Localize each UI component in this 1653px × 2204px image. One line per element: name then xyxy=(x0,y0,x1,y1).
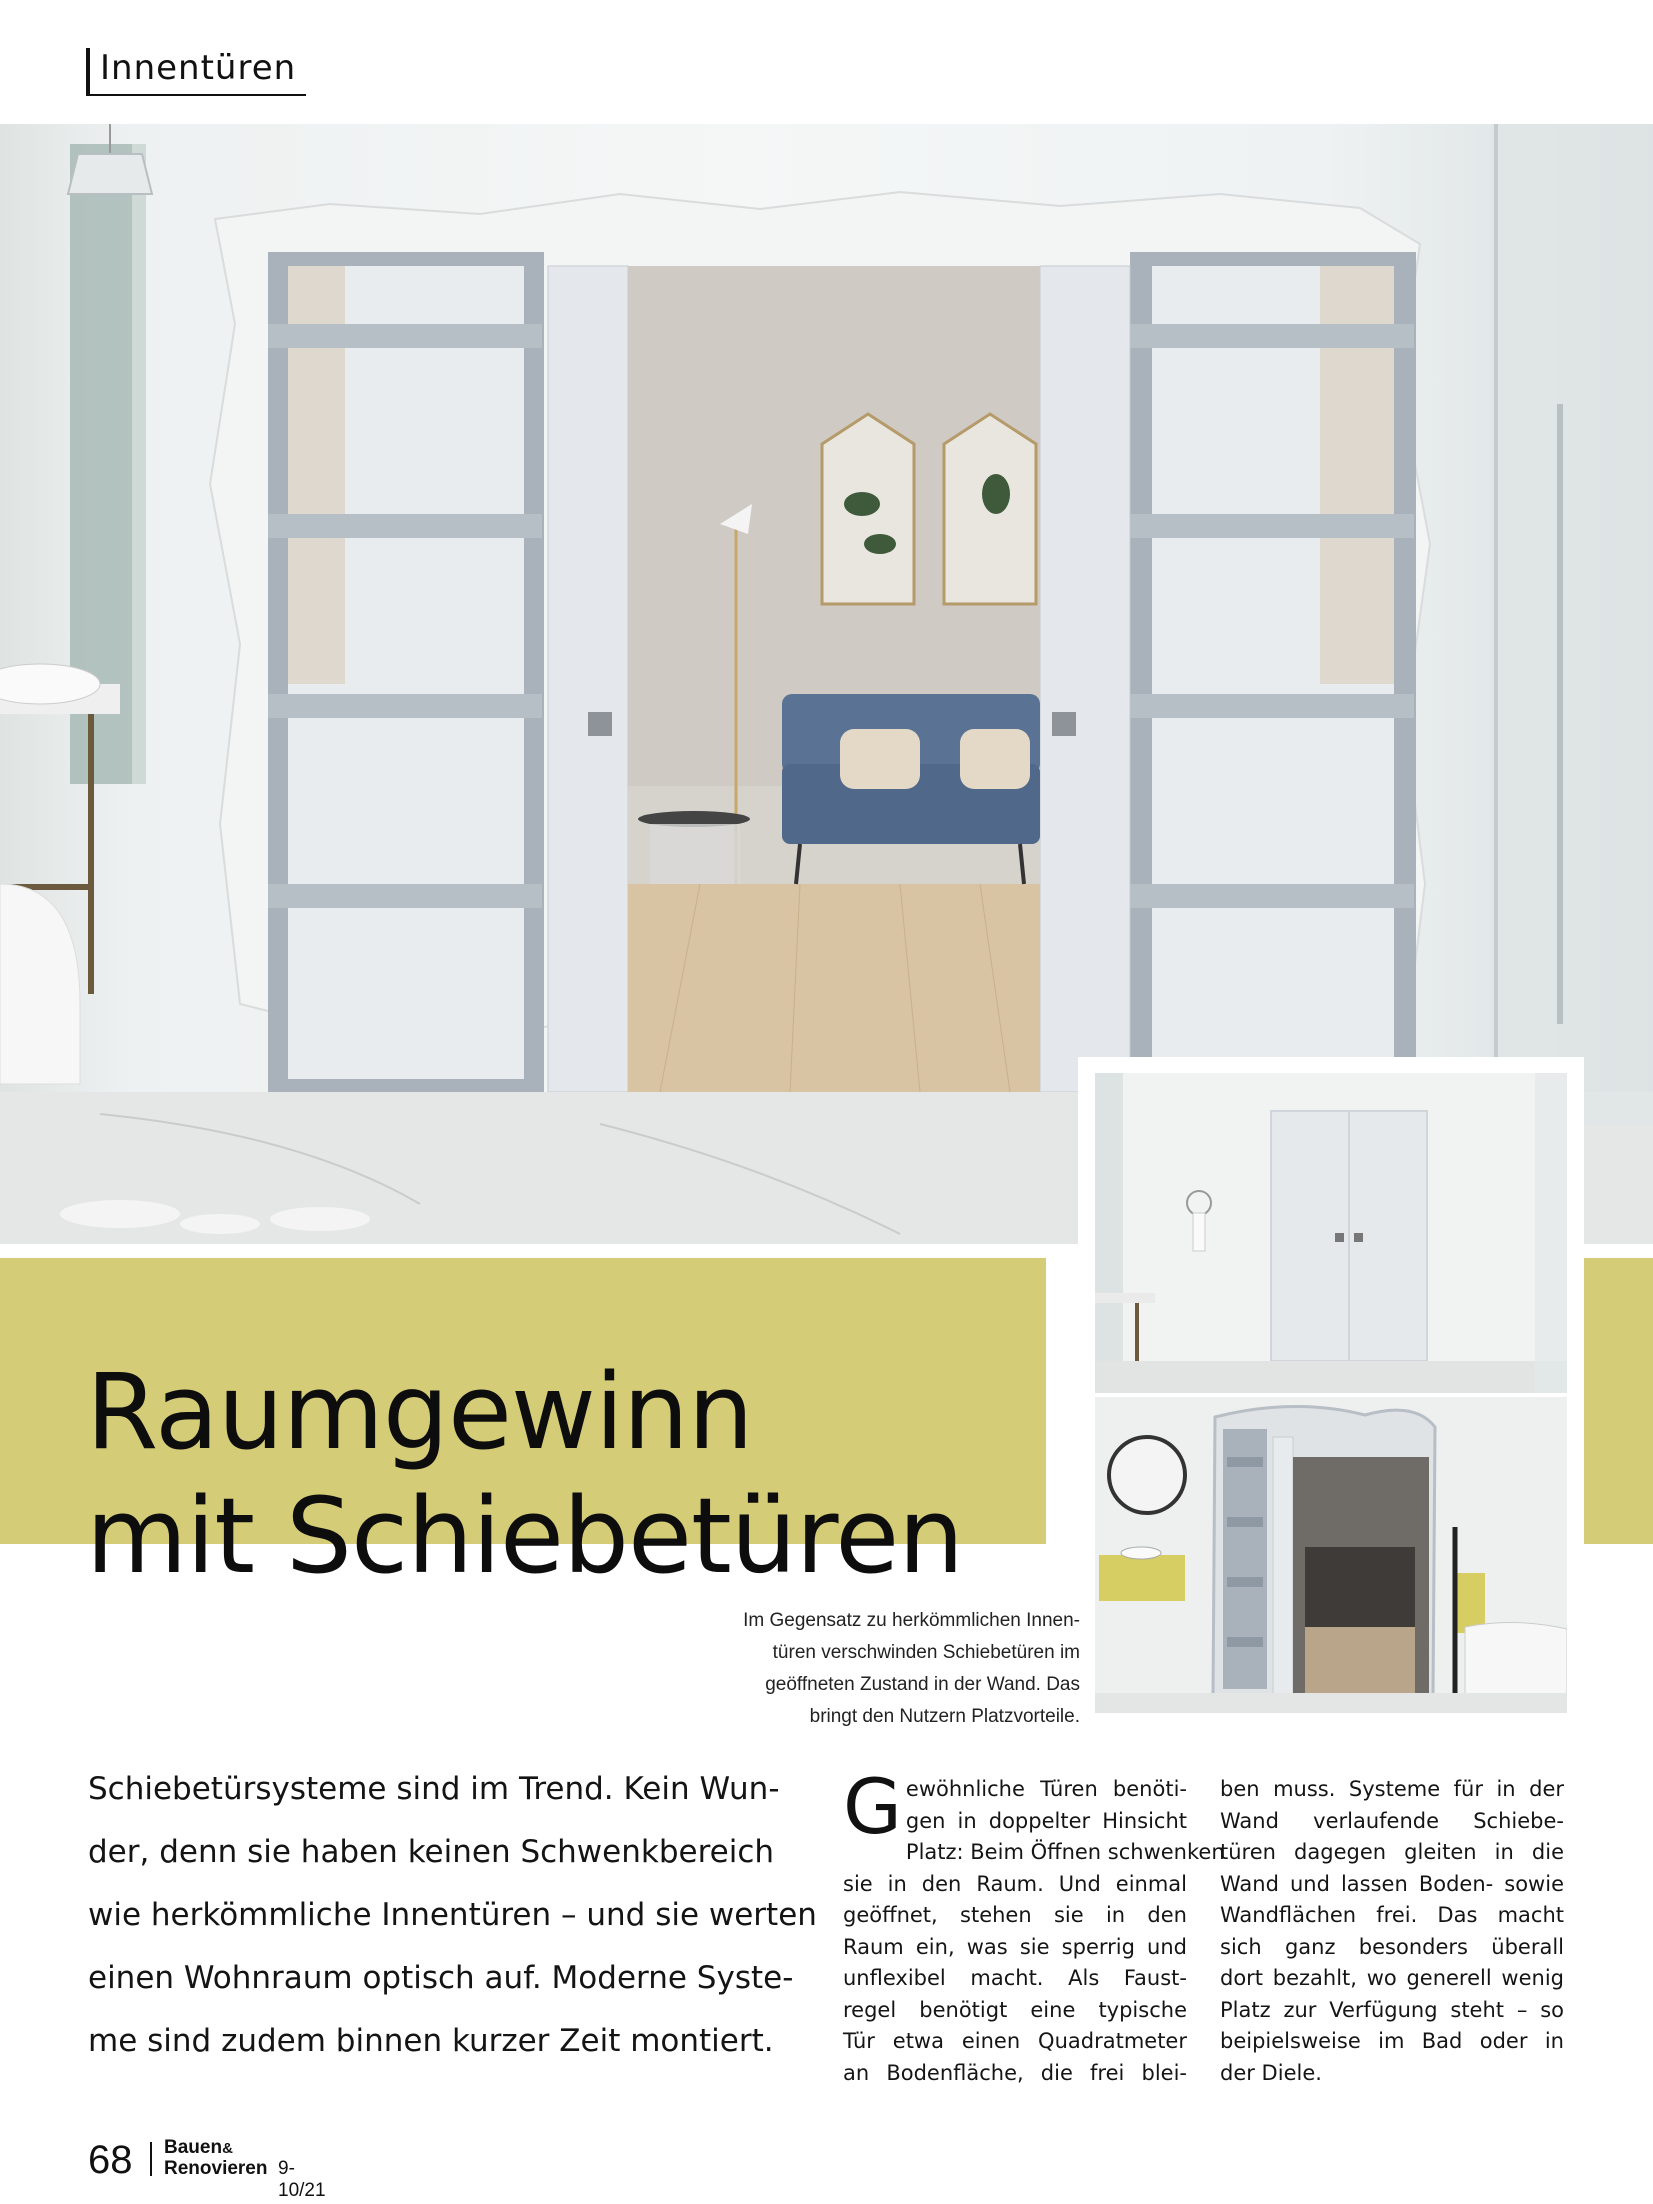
page-number: 68 xyxy=(88,2138,133,2182)
body-line: beipielsweise im Bad oder in xyxy=(1220,2029,1564,2053)
body-line: Wand und lassen Boden- sowie xyxy=(1220,1871,1564,1896)
body-line: ewöhnliche Türen benöti- xyxy=(905,1777,1187,1801)
body-line: Platz: Beim Öffnen schwenken xyxy=(905,1840,1225,1864)
section-label: Innentüren xyxy=(86,48,306,96)
issue-number: 9-10/21 xyxy=(278,2158,326,2201)
body-column-2 xyxy=(1220,1774,1564,2089)
lead-paragraph xyxy=(88,1758,817,2073)
lead-line: me sind zudem binnen kurzer Zeit montiert. xyxy=(88,2023,774,2059)
living-room-view xyxy=(628,266,1040,1092)
lead-line: der, denn sie haben keinen Schwenkbereich xyxy=(88,1834,775,1870)
footer-divider xyxy=(150,2142,152,2176)
closed-doors-illustration xyxy=(1095,1073,1567,1393)
headline xyxy=(86,1350,1066,1598)
body-line: regel benötigt eine typische xyxy=(843,1997,1187,2022)
body-line: ben muss. Systeme für in der xyxy=(1220,1777,1564,1801)
inset-photo-frame-bathroom xyxy=(1078,1397,1584,1727)
headline-line-1: Raumgewinn xyxy=(86,1350,753,1473)
body-line: gen in doppelter Hinsicht xyxy=(905,1808,1187,1833)
left-pocket-frame xyxy=(268,252,544,1093)
inset-photo-closed-doors xyxy=(1078,1057,1584,1397)
photo-caption xyxy=(640,1605,1080,1733)
body-line: an Bodenfläche, die frei blei- xyxy=(843,2060,1187,2085)
brand-ampersand: & xyxy=(222,2140,233,2157)
body-line: Wand verlaufende Schiebe- xyxy=(1220,1808,1564,1833)
lead-line: einen Wohnraum optisch auf. Moderne Syste- xyxy=(88,1960,794,1996)
body-line: Platz zur Verfügung steht – so xyxy=(1220,1997,1564,2022)
headline-band-right xyxy=(1584,1258,1653,1544)
body-line: der Diele. xyxy=(1220,2060,1322,2085)
lead-line: Schiebetürsysteme sind im Trend. Kein Wun- xyxy=(88,1771,780,1807)
magazine-brand-line-2: Renovieren xyxy=(164,2158,268,2179)
body-line: Raum ein, was sie sperrig und xyxy=(843,1934,1187,1959)
body-column-1 xyxy=(843,1762,1225,2089)
body-line: sich ganz besonders überall xyxy=(1220,1934,1564,1959)
headline-line-2: mit Schiebetüren xyxy=(86,1474,964,1597)
body-line: geöffnet, stehen sie in den xyxy=(843,1903,1187,1927)
caption-line: bringt den Nutzern Platzvorteile. xyxy=(809,1706,1080,1727)
drop-cap: G xyxy=(843,1762,902,1851)
body-line: unflexibel macht. Als Faust- xyxy=(843,1966,1187,1990)
frame-bathroom-illustration xyxy=(1095,1397,1567,1713)
lead-line: wie herkömmliche Innentüren – und sie werten xyxy=(88,1897,817,1933)
caption-line: Im Gegensatz zu herkömmlichen Innen- xyxy=(743,1610,1080,1631)
body-line: sie in den Raum. Und einmal xyxy=(843,1871,1187,1896)
caption-line: türen verschwinden Schiebetüren im xyxy=(772,1642,1080,1663)
body-line: Tür etwa einen Quadratmeter xyxy=(843,2029,1187,2053)
body-line: dort bezahlt, wo generell wenig xyxy=(1220,1966,1564,1990)
body-line: Wandflächen frei. Das macht xyxy=(1220,1903,1564,1927)
magazine-brand-line-1 xyxy=(164,2138,233,2159)
brand-word-bauen: Bauen xyxy=(164,2137,223,2158)
right-pocket-frame xyxy=(1130,252,1416,1093)
caption-line: geöffneten Zustand in der Wand. Das xyxy=(765,1674,1080,1695)
body-line: türen dagegen gleiten in die xyxy=(1220,1840,1564,1864)
